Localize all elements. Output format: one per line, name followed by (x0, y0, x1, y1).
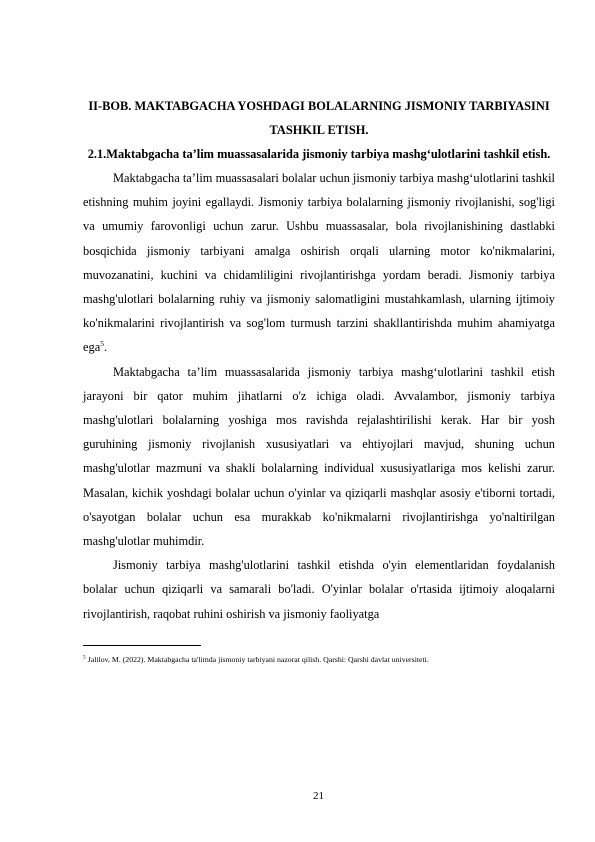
body-text (83, 166, 555, 626)
section-title: 2.1.Maktabgacha ta’lim muassasalarida jismoniy tarbiya mashg‘ulotlarini tashkil etish. (87, 147, 551, 161)
footnote (83, 655, 555, 665)
chapter-title: II-BOB. MAKTABGACHA YOSHDAGI BOLALARNING JISMONIY TARBIYASINI TASHKIL ETISH. (88, 99, 550, 137)
paragraph-2: Maktabgacha ta’lim muassasalarida jismoniy tarbiya mashg‘ulotlarini tashkil etish jarayoni bir qator muhim jihatlarni o'z ichiga oladi. Avvalambor, jismoniy tarbiya mashg'ulotlari bolalarning yoshiga mos ravishda rejalashtirilishi kerak. Har bir yosh guruhining jismoniy rivojlanish xususiyatlari va ehtiyojlari mavjud, shuning uchun mashg'ulotlar mazmuni va shakli bolalarning individual xususiyatlariga mos kelishi zarur. Masalan, kichik yoshdagi bolalar uchun o'yinlar va qiziqarli mashqlar asosiy e'tiborni tortadi, o'sayotgan bolalar uchun esa murakkab ko'nikmalarni rivojlantirishga yo'naltirilgan mashg'ulotlar muhimdir. (83, 364, 555, 549)
footnote-marker: 5 (83, 654, 86, 661)
paragraph-1-end: . (103, 340, 108, 355)
footnote-divider (83, 645, 201, 646)
paragraph-3: Jismoniy tarbiya mashg'ulotlarini tashkil etishda o'yin elementlaridan foydalanish bolalar uchun qiziqarli va samarali bo'ladi. O'yinlar bolalar o'rtasida ijtimoiy aloqalarni rivojlantirish, raqobat ruhini oshirish va jismoniy faoliyatga (83, 558, 555, 621)
paragraph-1 (83, 166, 555, 360)
footnote-text: Jalilov, M. (2022). Maktabgacha ta'limda jismoniy tarbiyani nazorat qilish. Qarshi: Qarshi davlat universiteti. (85, 655, 429, 664)
paragraph-1-text: Maktabgacha ta’lim muassasalari bolalar uchun jismoniy tarbiya mashg‘ulotlarini tashkil etishning muhim joyini egallaydi. Jismoniy tarbiya bolalarning jismoniy rivojlanishi, sog'ligi va umumiy farovonligi uchun zarur. Ushbu muassasalar, bola rivojlanishining dastlabki bosqichida jismoniy tarbiyani amalga oshirish orqali ularning motor ko'nikmalarini, muvozanatini, kuchini va chidamliligini rivojlantirishga yordam beradi. Jismoniy tarbiya mashg'ulotlari bolalarning ruhiy va jismoniy salomatligini mustahkamlash, ularning ijtimoiy ko'nikmalarini rivojlantirish va sog'lom turmush tarzini shakllantirishda muhim ahamiyatga ega (83, 171, 555, 355)
footnote-reference: 5 (100, 339, 104, 349)
page-number: 21 (313, 790, 324, 802)
